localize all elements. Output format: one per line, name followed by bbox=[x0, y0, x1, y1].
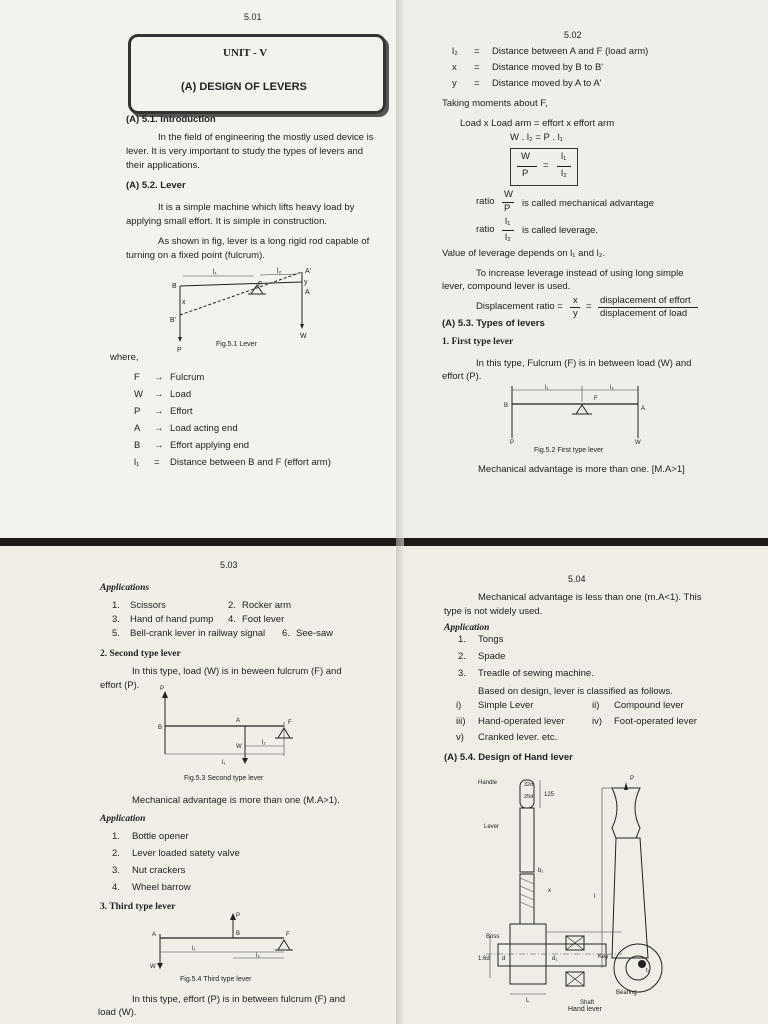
book-spine bbox=[396, 0, 404, 1024]
first-type-text: In this type, Fulcrum (F) is in between load (W) and bbox=[476, 358, 692, 369]
ratio-box: W P = l₁ l₂ bbox=[510, 148, 578, 186]
label-A: A bbox=[305, 289, 310, 296]
ratio2-text: is called leverage. bbox=[522, 225, 599, 236]
figure-caption: Fig.5.2 First type lever bbox=[534, 447, 604, 454]
label-W: W bbox=[300, 333, 307, 340]
svg-text:A: A bbox=[152, 932, 157, 938]
svg-text:d: d bbox=[502, 956, 506, 962]
svg-text:P: P bbox=[630, 776, 635, 782]
equation-1: Load x Load arm = effort x effort arm bbox=[460, 118, 615, 129]
svg-text:W: W bbox=[150, 964, 156, 970]
based-text: Based on design, lever is classified as follows. bbox=[478, 686, 673, 697]
svg-text:l₁: l₁ bbox=[545, 385, 549, 391]
figure-caption: Fig.5.4 Third type lever bbox=[180, 976, 252, 983]
lever-heading: (A) 5.2. Lever bbox=[126, 180, 186, 191]
lever-figure bbox=[0, 262, 402, 362]
svg-text:d₁: d₁ bbox=[552, 956, 558, 962]
increase-text: To increase leverage instead of using long simple bbox=[476, 268, 684, 279]
third-type-text: load (W). bbox=[98, 1007, 137, 1018]
svg-text:Boss: Boss bbox=[486, 934, 500, 940]
svg-text:B: B bbox=[504, 403, 509, 409]
svg-text:25d: 25d bbox=[524, 794, 534, 800]
svg-text:F: F bbox=[286, 932, 290, 938]
intro-heading: (A) 5.1. Introduction bbox=[126, 114, 216, 125]
label-P: P bbox=[177, 347, 182, 354]
first-type-text: effort (P). bbox=[442, 371, 482, 382]
svg-text:F: F bbox=[594, 396, 598, 402]
second-type-heading: 2. Second type lever bbox=[100, 649, 181, 659]
label-B-prime: B' bbox=[170, 317, 177, 324]
svg-text:Handle: Handle bbox=[478, 780, 498, 786]
application-heading: Application bbox=[100, 814, 146, 824]
ratio-word: ratio bbox=[476, 196, 495, 207]
second-type-text: In this type, load (W) is in beween fulcrum (F) and bbox=[132, 666, 342, 677]
value-text: Value of leverage depends on l₁ and l₂. bbox=[442, 248, 606, 259]
third-type-lever-figure bbox=[0, 908, 402, 978]
displacement-numerator: displacement of effort bbox=[600, 295, 691, 306]
svg-text:B: B bbox=[236, 931, 241, 937]
application-heading: Application bbox=[444, 623, 490, 633]
page-5-03: 5.03 Applications 1. Scissors 2. Rocker arm 3. Hand of hand pump 4. Foot lever 5. Bell-crank lever in railway signal 6. See-saw 2. Second type lever In this type, load (W) is in beween fulcrum (F) and effort (P). P B A F W l₁ l₂ Fig.5.3 Second type lever Mechanical advantage is more than one (M.A>1). Application 1. Bottle opener 2. Lever loaded satety valve 3. Nut crackers 4. Wheel barrow 3. Third type lever P A B F W l₁ l₂ Fig.5.4 Third type lever In this type, effort (P) is in between fulcrum (F) and load (W). bbox=[0, 546, 402, 1024]
svg-text:l: l bbox=[594, 894, 596, 900]
svg-text:B: B bbox=[158, 725, 163, 731]
shown-text-line: turning on a fixed point (fulcrum). bbox=[126, 250, 265, 261]
taking-moments: Taking moments about F, bbox=[442, 98, 548, 109]
label-l2: l₂ bbox=[277, 268, 282, 275]
hand-lever-heading: (A) 5.4. Design of Hand lever bbox=[444, 752, 573, 763]
first-type-heading: 1. First type lever bbox=[442, 337, 514, 347]
page-number: 5.03 bbox=[220, 560, 238, 570]
svg-text:Bearing: Bearing bbox=[616, 990, 637, 996]
figure-caption: Hand lever bbox=[568, 1006, 602, 1013]
svg-text:A: A bbox=[236, 718, 241, 724]
svg-text:Lever: Lever bbox=[484, 824, 500, 830]
label-A-prime: A' bbox=[305, 268, 312, 275]
page-number: 5.01 bbox=[244, 12, 262, 22]
lever-text-line: applying small effort. It is simple in construction. bbox=[126, 216, 327, 227]
svg-text:P: P bbox=[510, 440, 515, 446]
unit-title: UNIT - V bbox=[223, 47, 268, 59]
where-label: where, bbox=[110, 352, 139, 363]
svg-text:125: 125 bbox=[544, 792, 555, 798]
svg-text:P: P bbox=[236, 913, 241, 919]
svg-text:P: P bbox=[160, 686, 165, 692]
label-B: B bbox=[172, 283, 177, 290]
svg-text:l₂: l₂ bbox=[262, 740, 266, 746]
svg-text:W: W bbox=[236, 744, 242, 750]
increase-text: lever, compound lever is used. bbox=[442, 281, 571, 292]
shown-text-line: As shown in fig, lever is a long rigid rod capable of bbox=[158, 236, 370, 247]
svg-text:l₂: l₂ bbox=[610, 385, 614, 391]
unit-subtitle: (A) DESIGN OF LEVERS bbox=[181, 81, 307, 93]
lever-text-line: It is a simple machine which lifts heavy load by bbox=[158, 202, 355, 213]
svg-text:b₁: b₁ bbox=[538, 868, 544, 874]
hand-lever-figure bbox=[402, 768, 768, 1018]
second-type-text: effort (P). bbox=[100, 680, 140, 691]
svg-text:Shaft: Shaft bbox=[580, 1000, 595, 1006]
page-5-01: 5.01 UNIT - V (A) DESIGN OF LEVERS (A) 5.1. Introduction In the field of engineering the mostly used device is lever. It is very important to study the types of levers and their applications. (A) 5.2. Lever It is a simple machine which lifts heavy load by applying small effort. It is simple in construction. As shown in fig, lever is a long rigid rod capable of turning on a fixed point (fulcrum). B F A' A B' x y P W l₁ l₂ Fig.5.1 Lever where, F → Fulcrum W → Load P → Effort A → Load acting end B → Effort applying end l₁ = Distance between B and F (effort arm) bbox=[0, 0, 402, 538]
first-type-lever-figure bbox=[402, 382, 768, 452]
ma-text: type is not widely used. bbox=[444, 606, 543, 617]
svg-text:F: F bbox=[288, 720, 292, 726]
figure-caption: Fig.5.1 Lever bbox=[216, 341, 257, 348]
figure-caption: Fig.5.3 Second type lever bbox=[184, 775, 264, 782]
ma-text: Mechanical advantage is more than one (M.A>1). bbox=[132, 795, 340, 806]
svg-text:l₁: l₁ bbox=[222, 760, 226, 766]
label-y: y bbox=[304, 279, 308, 286]
intro-text-line: lever. It is very important to study the types of levers and bbox=[126, 146, 364, 157]
label-F: F bbox=[258, 281, 263, 288]
svg-text:W: W bbox=[635, 440, 641, 446]
label-l1: l₁ bbox=[213, 269, 217, 276]
svg-text:32d: 32d bbox=[524, 782, 534, 788]
ratio-word: ratio bbox=[476, 224, 495, 235]
label-x: x bbox=[182, 299, 186, 306]
third-type-heading: 3. Third type lever bbox=[100, 902, 176, 912]
intro-text-line: their applications. bbox=[126, 160, 200, 171]
svg-text:1.6d: 1.6d bbox=[478, 956, 490, 962]
page-number: 5.02 bbox=[564, 30, 582, 40]
svg-text:Key: Key bbox=[598, 954, 609, 960]
page-number: 5.04 bbox=[568, 574, 586, 584]
page-5-02: 5.02 l₂ = Distance between A and F (load arm) x = Distance moved by B to B' y = Distance moved by A to A' Taking moments about F, Load x Load arm = effort x effort arm W . l₂ = P . l₁ W P = l₁ l₂ ratio W P is called mechanical advantage ratio l₁ l₂ is called leverage. Value of leverage depends on l₁ and l₂. To increase leverage instead of using long simple lever, compound lever is used. Displacement ratio = x y = displacement of effort displacement of load (A) 5.3. Types of levers 1. First type lever In this type, Fulcrum (F) is in between load (W) and effort (P). B F A P W l₁ l₂ Fig.5.2 First type lever Mechanical advantage is more than one. [M.A>1] bbox=[402, 0, 768, 540]
ma-text: Mechanical advantage is less than one (m.A<1). This bbox=[478, 592, 702, 603]
intro-text-line: In the field of engineering the mostly used device is bbox=[158, 132, 374, 143]
applications-heading: Applications bbox=[100, 583, 150, 593]
page-gap bbox=[0, 538, 768, 546]
unit-title-box bbox=[128, 34, 386, 114]
svg-text:l₁: l₁ bbox=[192, 946, 196, 952]
page-5-04: 5.04 Mechanical advantage is less than one (m.A<1). This type is not widely used. Application 1. Tongs 2. Spade 3. Treadle of sewing machine. Based on design, lever is classified as follows. i) Simple Lever ii) Compound lever iii) Hand-operated lever iv) Foot-operated lever v) Cranked lever. etc. (A) 5.4. Design of Hand lever Handle 32d 25d 125 Lever Boss Key 1.6d d d₁ L l P Bearing Shaft b₁ x t₁ Hand lever bbox=[402, 546, 768, 1024]
displacement-denominator: displacement of load bbox=[600, 308, 688, 319]
ratio1-text: is called mechanical advantage bbox=[522, 198, 655, 209]
svg-text:x: x bbox=[548, 888, 551, 894]
third-type-text: In this type, effort (P) is in between fulcrum (F) and bbox=[132, 994, 346, 1005]
second-type-lever-figure bbox=[0, 686, 402, 776]
displacement-label: Displacement ratio = bbox=[476, 301, 563, 312]
equation-2: W . l₂ = P . l₁ bbox=[510, 132, 563, 143]
svg-text:A: A bbox=[641, 406, 646, 412]
types-heading: (A) 5.3. Types of levers bbox=[442, 318, 545, 329]
svg-text:t₁: t₁ bbox=[646, 968, 650, 974]
svg-text:l₂: l₂ bbox=[256, 953, 260, 959]
svg-text:L: L bbox=[526, 998, 530, 1004]
ma-text: Mechanical advantage is more than one. [M.A>1] bbox=[478, 464, 685, 475]
